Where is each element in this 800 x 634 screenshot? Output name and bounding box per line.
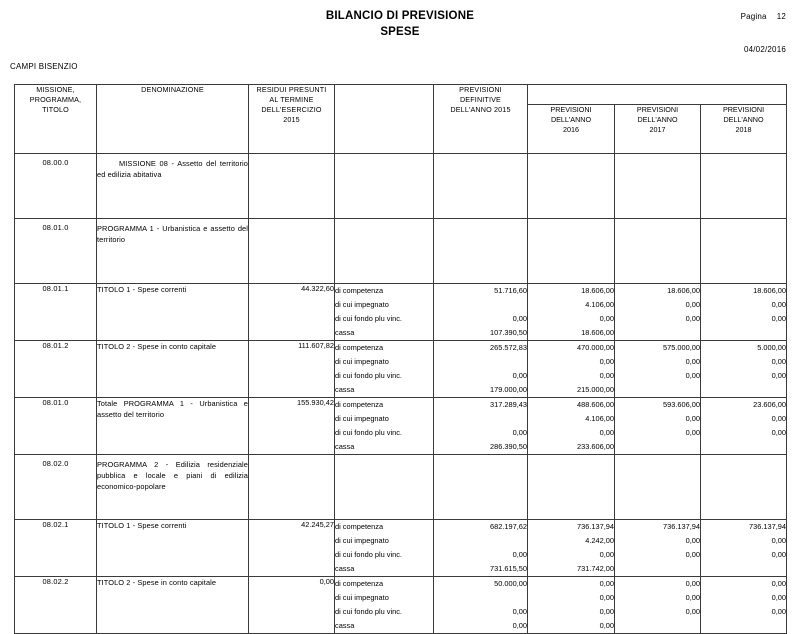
row-amounts-y2016 [528, 284, 615, 341]
amount-value [528, 158, 614, 172]
amount-value: 0,00 [771, 428, 787, 437]
amount-value [528, 223, 614, 237]
measure-label [335, 186, 433, 200]
row-denomination: MISSIONE 08 - Assetto del territorio ed edilizia abitativa [97, 154, 249, 219]
col-header-residui-line3: DELL'ESERCIZIO [261, 105, 322, 114]
row-measure-labels [335, 219, 434, 284]
amount-value: 0,00 [771, 371, 787, 380]
measure-label: di cui impegnato [335, 593, 389, 602]
amount-value: 51.716,60 [494, 286, 527, 295]
measure-label [335, 223, 433, 237]
amount-value [434, 200, 527, 214]
page-label-text: Pagina [740, 12, 767, 21]
col-header-year-2018 [701, 105, 787, 154]
amount-value: 0,00 [685, 428, 700, 437]
page-title: BILANCIO DI PREVISIONE [325, 10, 475, 22]
col-header-spacer [335, 85, 434, 154]
amount-value [434, 172, 527, 186]
amount-value: 0,00 [599, 371, 614, 380]
amount-value: 4.242,00 [585, 536, 614, 545]
amount-value: 107.390,50 [490, 328, 527, 337]
row-code: 08.02.2 [15, 577, 97, 634]
col-header-code-line1: MISSIONE, [36, 85, 75, 94]
measure-label: cassa [335, 621, 355, 630]
row-amounts-y2016 [528, 520, 615, 577]
measure-label: di competenza [335, 286, 384, 295]
row-amounts-y2017 [615, 341, 701, 398]
table-row [15, 341, 787, 398]
row-amounts-y2016 [528, 577, 615, 634]
row-residui-value [249, 455, 335, 520]
amount-value: 0,00 [512, 607, 527, 616]
amount-value [615, 251, 700, 265]
amount-value: 736.137,94 [577, 522, 614, 531]
col-header-year-2016-line2: DELL'ANNO [550, 115, 592, 124]
table-row [15, 577, 787, 634]
amount-value [615, 562, 700, 576]
amount-value [701, 200, 786, 214]
table-row [15, 284, 787, 341]
row-denomination: TITOLO 2 - Spese in conto capitale [97, 341, 249, 398]
amount-value: 0,00 [599, 607, 614, 616]
measure-label: di cui impegnato [335, 300, 389, 309]
col-header-year-2018-line3: 2018 [735, 125, 752, 134]
row-amounts-y2017 [615, 219, 701, 284]
amount-value [528, 501, 614, 515]
amount-value [615, 265, 700, 279]
measure-label [335, 200, 433, 214]
row-amounts-y2018 [701, 154, 787, 219]
amount-value [615, 326, 700, 340]
row-residui-value [249, 154, 335, 219]
amount-value [528, 265, 614, 279]
amount-value [615, 440, 700, 454]
measure-label: di cui fondo plu vinc. [335, 607, 402, 616]
measure-label: cassa [335, 442, 355, 451]
row-amounts-definitive [434, 284, 528, 341]
amount-value: 18.606,00 [581, 328, 614, 337]
amount-value: 0,00 [771, 550, 787, 559]
measure-label: di cui impegnato [335, 357, 389, 366]
amount-value [701, 440, 786, 454]
amount-value: 265.572,83 [490, 343, 527, 352]
row-residui-value: 44.322,60 [249, 284, 335, 341]
amount-value [615, 487, 700, 501]
row-denomination: TITOLO 2 - Spese in conto capitale [97, 577, 249, 634]
amount-value [615, 172, 700, 186]
amount-value [701, 383, 786, 397]
row-amounts-definitive [434, 520, 528, 577]
amount-value [528, 172, 614, 186]
amount-value: 0,00 [512, 371, 527, 380]
amount-value [701, 326, 786, 340]
col-header-year-2017-line3: 2017 [649, 125, 666, 134]
amount-value: 0,00 [512, 550, 527, 559]
row-amounts-definitive [434, 398, 528, 455]
amount-value [701, 186, 786, 200]
row-amounts-definitive [434, 455, 528, 520]
amount-value [615, 186, 700, 200]
table-body [15, 154, 787, 634]
row-residui-value: 111.607,82 [249, 341, 335, 398]
amount-value: 215.000,00 [577, 385, 614, 394]
amount-value: 0,00 [685, 550, 700, 559]
measure-label: di competenza [335, 343, 384, 352]
table-row [15, 520, 787, 577]
amount-value [615, 158, 700, 172]
col-header-denomination: DENOMINAZIONE [97, 85, 249, 154]
amount-value [528, 487, 614, 501]
amount-value [434, 265, 527, 279]
row-measure-labels [335, 520, 434, 577]
row-code: 08.01.0 [15, 219, 97, 284]
row-amounts-y2016 [528, 455, 615, 520]
row-residui-value: 155.930,42 [249, 398, 335, 455]
budget-table [14, 84, 787, 634]
measure-label [335, 459, 433, 473]
row-measure-labels [335, 455, 434, 520]
row-amounts-y2016 [528, 341, 615, 398]
col-header-residui [249, 85, 335, 154]
amount-value [434, 251, 527, 265]
amount-value [528, 200, 614, 214]
amount-value: 0,00 [685, 607, 700, 616]
row-denomination: TITOLO 1 - Spese correnti [97, 284, 249, 341]
amount-value: 18.606,00 [753, 286, 787, 295]
row-code: 08.02.0 [15, 455, 97, 520]
col-header-year-2017-line1: PREVISIONI [636, 105, 679, 114]
measure-label: di competenza [335, 400, 384, 409]
amount-value: 0,00 [771, 357, 787, 366]
amount-value [615, 619, 700, 633]
measure-label: di cui fondo plu vinc. [335, 550, 402, 559]
budget-table-container [14, 84, 786, 634]
row-measure-labels [335, 154, 434, 219]
measure-label: cassa [335, 385, 355, 394]
measure-label [335, 265, 433, 279]
row-denomination: Totale PROGRAMMA 1 - Urbanistica e assetto del territorio [97, 398, 249, 455]
amount-value: 23.606,00 [753, 400, 787, 409]
amount-value: 50.000,00 [494, 579, 527, 588]
amount-value: 317.289,43 [490, 400, 527, 409]
row-code: 08.01.2 [15, 341, 97, 398]
amount-value [615, 200, 700, 214]
table-row [15, 219, 787, 284]
measure-label [335, 172, 433, 186]
amount-value: 0,00 [599, 314, 614, 323]
amount-value: 0,00 [685, 414, 700, 423]
measure-label: di competenza [335, 579, 384, 588]
measure-label [335, 251, 433, 265]
entity-name: CAMPI BISENZIO [10, 62, 78, 71]
row-amounts-definitive [434, 341, 528, 398]
row-code: 08.00.0 [15, 154, 97, 219]
amount-value: 682.197,62 [490, 522, 527, 531]
measure-label [335, 487, 433, 501]
col-header-year-2018-line2: DELL'ANNO [723, 115, 764, 124]
amount-value [434, 534, 527, 548]
col-header-residui-line4: 2015 [283, 115, 300, 124]
row-amounts-y2017 [615, 577, 701, 634]
row-amounts-y2017 [615, 520, 701, 577]
row-amounts-y2018 [701, 398, 787, 455]
amount-value: 0,00 [685, 300, 700, 309]
col-header-year-2017 [615, 105, 701, 154]
row-denomination: PROGRAMMA 1 - Urbanistica e assetto del territorio [97, 219, 249, 284]
amount-value: 0,00 [599, 428, 614, 437]
row-amounts-y2018 [701, 577, 787, 634]
amount-value: 4.106,00 [585, 414, 614, 423]
amount-value [615, 383, 700, 397]
row-amounts-y2018 [701, 455, 787, 520]
amount-value [434, 186, 527, 200]
amount-value [528, 237, 614, 251]
row-amounts-y2017 [615, 398, 701, 455]
amount-value: 233.606,00 [577, 442, 614, 451]
measure-label: cassa [335, 564, 355, 573]
amount-value [434, 501, 527, 515]
amount-value: 0,00 [685, 593, 700, 602]
amount-value: 470.000,00 [577, 343, 614, 352]
measure-label: di cui impegnato [335, 536, 389, 545]
row-measure-labels [335, 577, 434, 634]
measure-label: cassa [335, 328, 355, 337]
row-amounts-y2017 [615, 284, 701, 341]
row-measure-labels [335, 341, 434, 398]
amount-value [701, 459, 786, 473]
row-code: 08.01.0 [15, 398, 97, 455]
measure-label [335, 473, 433, 487]
amount-value [615, 223, 700, 237]
amount-value: 0,00 [771, 607, 787, 616]
amount-value: 736.137,94 [749, 522, 787, 531]
row-amounts-y2018 [701, 284, 787, 341]
page-number-value: 12 [776, 12, 786, 21]
measure-label: di competenza [335, 522, 384, 531]
col-header-year-2016-line3: 2016 [563, 125, 579, 134]
row-amounts-y2018 [701, 219, 787, 284]
row-amounts-y2017 [615, 154, 701, 219]
amount-value: 0,00 [599, 579, 614, 588]
col-header-definitive [434, 85, 528, 154]
amount-value: 0,00 [771, 593, 787, 602]
amount-value: 0,00 [512, 621, 527, 630]
amount-value: 593.606,00 [663, 400, 700, 409]
amount-value [434, 459, 527, 473]
amount-value [701, 562, 786, 576]
amount-value [615, 237, 700, 251]
amount-value: 575.000,00 [663, 343, 700, 352]
row-amounts-y2018 [701, 341, 787, 398]
measure-label: di cui fondo plu vinc. [335, 371, 402, 380]
amount-value [701, 251, 786, 265]
table-row [15, 398, 787, 455]
row-code: 08.01.1 [15, 284, 97, 341]
amount-value [434, 487, 527, 501]
amount-value [434, 237, 527, 251]
amount-value [701, 158, 786, 172]
row-measure-labels [335, 398, 434, 455]
document-date: 04/02/2016 [743, 45, 786, 54]
row-amounts-y2016 [528, 219, 615, 284]
row-amounts-y2016 [528, 154, 615, 219]
col-header-code-line3: TITOLO [42, 105, 69, 114]
amount-value [701, 473, 786, 487]
amount-value: 18.606,00 [581, 286, 614, 295]
row-amounts-definitive [434, 219, 528, 284]
measure-label [335, 158, 433, 172]
measure-label [335, 237, 433, 251]
amount-value [701, 501, 786, 515]
row-amounts-y2017 [615, 455, 701, 520]
col-header-year-2016 [528, 105, 615, 154]
table-row [15, 154, 787, 219]
table-header [15, 85, 787, 154]
row-residui-value [249, 219, 335, 284]
measure-label [335, 501, 433, 515]
page-number-indicator [741, 12, 786, 21]
amount-value: 179.000,00 [490, 385, 527, 394]
amount-value [434, 298, 527, 312]
amount-value: 0,00 [685, 314, 700, 323]
row-amounts-y2016 [528, 398, 615, 455]
amount-value [434, 473, 527, 487]
table-row [15, 455, 787, 520]
col-header-residui-line1: RESIDUI PRESUNTI [256, 85, 327, 94]
amount-value [528, 186, 614, 200]
amount-value: 0,00 [771, 300, 787, 309]
col-header-definitive-line2: DEFINITIVE [459, 95, 502, 104]
amount-value: 4.106,00 [585, 300, 614, 309]
measure-label: di cui impegnato [335, 414, 389, 423]
row-amounts-definitive [434, 154, 528, 219]
row-denomination: PROGRAMMA 2 - Edilizia residenziale pubblica e locale e piani di edilizia economico-popolare [97, 455, 249, 520]
amount-value [701, 487, 786, 501]
measure-label: di cui fondo plu vinc. [335, 428, 402, 437]
amount-value: 5.000,00 [757, 343, 787, 352]
col-header-year-2018-line1: PREVISIONI [722, 105, 765, 114]
row-measure-labels [335, 284, 434, 341]
row-code: 08.02.1 [15, 520, 97, 577]
measure-label: di cui fondo plu vinc. [335, 314, 402, 323]
amount-value: 0,00 [771, 414, 787, 423]
page-subtitle: SPESE [380, 26, 420, 38]
amount-value [701, 265, 786, 279]
col-header-code [15, 85, 97, 154]
amount-value [701, 223, 786, 237]
amount-value [701, 172, 786, 186]
amount-value [528, 473, 614, 487]
col-header-residui-line2: AL TERMINE [269, 95, 314, 104]
amount-value [701, 237, 786, 251]
amount-value: 0,00 [771, 579, 787, 588]
col-header-year-2016-line1: PREVISIONI [550, 105, 592, 114]
row-denomination: TITOLO 1 - Spese correnti [97, 520, 249, 577]
amount-value [434, 355, 527, 369]
amount-value [434, 591, 527, 605]
amount-value: 731.742,00 [577, 564, 614, 573]
row-amounts-y2018 [701, 520, 787, 577]
amount-value: 731.615,50 [490, 564, 527, 573]
col-header-year-2017-line2: DELL'ANNO [637, 115, 678, 124]
amount-value: 0,00 [685, 579, 700, 588]
amount-value [528, 251, 614, 265]
col-header-code-line2: PROGRAMMA, [29, 95, 82, 104]
amount-value: 0,00 [771, 314, 787, 323]
amount-value: 286.390,50 [490, 442, 527, 451]
col-header-year-group [528, 85, 787, 105]
amount-value [615, 501, 700, 515]
amount-value [434, 412, 527, 426]
amount-value: 0,00 [685, 536, 700, 545]
amount-value [615, 473, 700, 487]
amount-value: 0,00 [771, 536, 787, 545]
amount-value: 0,00 [512, 314, 527, 323]
row-residui-value: 42.245,27 [249, 520, 335, 577]
amount-value: 0,00 [512, 428, 527, 437]
col-header-definitive-line1: PREVISIONI [459, 85, 502, 94]
amount-value: 0,00 [599, 621, 614, 630]
amount-value: 736.137,94 [663, 522, 700, 531]
amount-value: 0,00 [599, 550, 614, 559]
table-header-row-top [15, 85, 787, 105]
amount-value: 18.606,00 [667, 286, 700, 295]
amount-value [701, 619, 786, 633]
amount-value: 0,00 [599, 593, 614, 602]
amount-value: 0,00 [599, 357, 614, 366]
amount-value [528, 459, 614, 473]
amount-value: 0,00 [685, 357, 700, 366]
row-residui-value: 0,00 [249, 577, 335, 634]
amount-value: 488.606,00 [577, 400, 614, 409]
amount-value: 0,00 [685, 371, 700, 380]
col-header-definitive-line3: DELL'ANNO 2015 [450, 105, 511, 114]
amount-value [434, 158, 527, 172]
amount-value [615, 459, 700, 473]
amount-value [434, 223, 527, 237]
row-amounts-definitive [434, 577, 528, 634]
